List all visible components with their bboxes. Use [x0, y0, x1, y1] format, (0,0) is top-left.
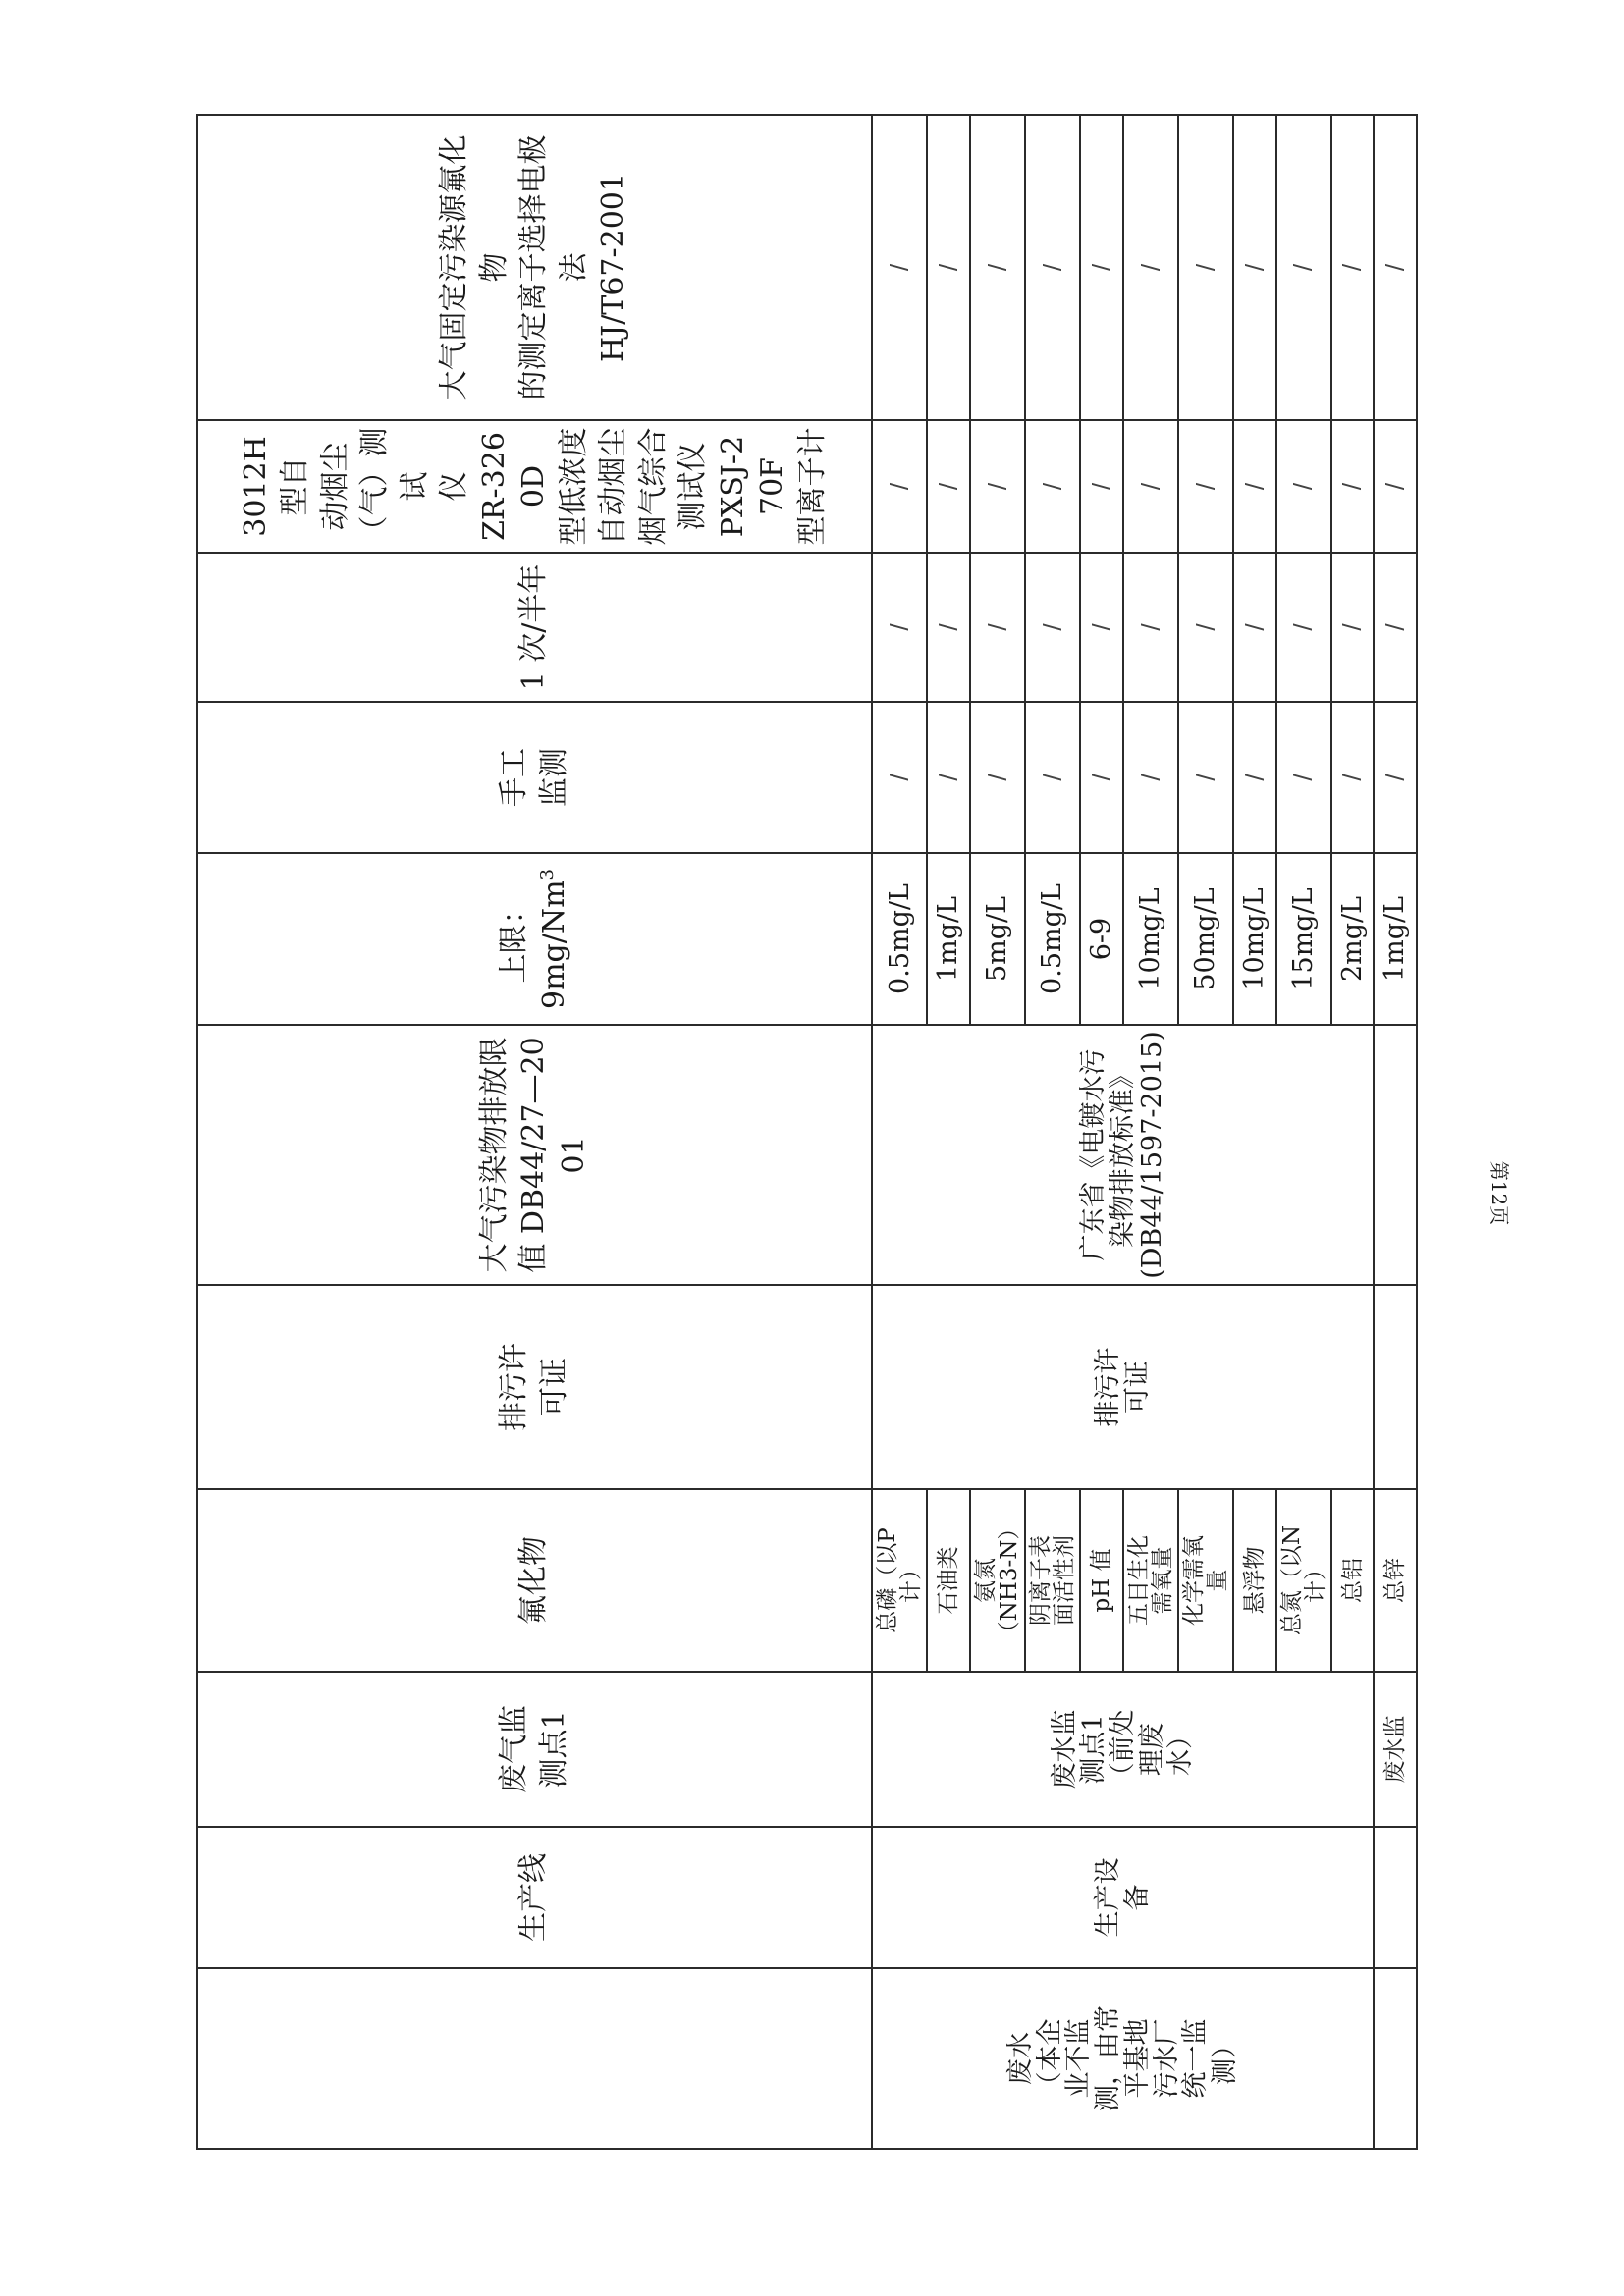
indicator-cell: 总铝 [1331, 1489, 1375, 1672]
page-number-text: 第12页 [1488, 1160, 1512, 1225]
method-cell: / [1178, 115, 1233, 420]
limit-cell: 6-9 [1080, 853, 1123, 1025]
indicator-cell: pH 值 [1080, 1489, 1123, 1672]
standard-cell: 大气污染物排放限 值 DB44/27—2001 [197, 1025, 872, 1285]
frequency-cell: / [1331, 553, 1375, 702]
instrument-cell: / [1178, 420, 1233, 553]
indicator-cell: 化学需氧 量 [1178, 1489, 1233, 1672]
frequency-cell: / [1123, 553, 1178, 702]
rotated-table-block [196, 116, 1418, 2150]
indicator-cell: 总氮（以N 计） [1276, 1489, 1331, 1672]
frequency-cell: 1 次/半年 [197, 553, 872, 702]
method-cell: / [927, 115, 970, 420]
mode-cell: / [927, 702, 970, 853]
indicator-cell: 总磷（以P 计） [872, 1489, 927, 1672]
mode-cell: / [1331, 702, 1375, 853]
monitoring-point-cell: 废气监 测点1 [197, 1672, 872, 1827]
limit-cell: 0.5mg/L [872, 853, 927, 1025]
water-standard-cell-empty [1374, 1025, 1417, 1285]
mode-cell: / [872, 702, 927, 853]
limit-label: 上限： [497, 894, 532, 984]
mode-cell: / [1276, 702, 1331, 853]
water-basis-cell-empty [1374, 1285, 1417, 1489]
limit-cell: 15mg/L [1276, 853, 1331, 1025]
frequency-cell: / [1178, 553, 1233, 702]
limit-value: 9mg/Nm [536, 880, 571, 1009]
water-basis-cell: 排污许 可证 [872, 1285, 1374, 1489]
frequency-cell: / [1374, 553, 1417, 702]
frequency-cell: / [1233, 553, 1276, 702]
limit-cell [197, 853, 872, 1025]
frequency-cell: / [1025, 553, 1080, 702]
limit-cell: 1mg/L [1374, 853, 1417, 1025]
page-number [1481, 1153, 1522, 1232]
method-cell: / [1233, 115, 1276, 420]
limit-cell: 2mg/L [1331, 853, 1375, 1025]
method-cell: / [1276, 115, 1331, 420]
monitoring-point-cell: 废水监 [1374, 1672, 1417, 1827]
indicator-cell: 五日生化 需氧量 [1123, 1489, 1178, 1672]
instrument-cell: / [1374, 420, 1417, 553]
water-object-cell-empty [1374, 1827, 1417, 1968]
mode-cell: / [1025, 702, 1080, 853]
indicator-cell: 氨氮 （NH3-N） [970, 1489, 1025, 1672]
mode-cell: / [1178, 702, 1233, 853]
frequency-cell: / [970, 553, 1025, 702]
water-category-cell: 废水 （本企 业不监 测，由常 平基地 污水厂 统一监 测） [872, 1968, 1374, 2149]
method-cell: / [1080, 115, 1123, 420]
category-cell [197, 1968, 872, 2149]
method-cell: 大气固定污染源氟化物 的测定离子选择电极法 HJ/T67-2001 [197, 115, 872, 420]
instrument-cell: / [1080, 420, 1123, 553]
method-cell: / [970, 115, 1025, 420]
monitored-object-cell: 生产线 [197, 1827, 872, 1968]
instrument-cell: / [927, 420, 970, 553]
water-row [872, 115, 927, 2149]
mode-cell: / [1233, 702, 1276, 853]
monitoring-table [196, 114, 1418, 2150]
limit-cell: 5mg/L [970, 853, 1025, 1025]
instrument-cell: / [872, 420, 927, 553]
indicator-cell: 阴离子表 面活性剂 [1025, 1489, 1080, 1672]
frequency-cell: / [1080, 553, 1123, 702]
mode-cell: / [1374, 702, 1417, 853]
limit-exponent: 3 [536, 869, 558, 881]
indicator-cell: 总锌 [1374, 1489, 1417, 1672]
water-point-cell: 废水监 测点1 （前处 理废 水） [872, 1672, 1374, 1827]
method-cell: / [1025, 115, 1080, 420]
water-category-cell-empty [1374, 1968, 1417, 2149]
method-cell: / [1123, 115, 1178, 420]
instrument-cell: / [1233, 420, 1276, 553]
instrument-cell: / [1331, 420, 1375, 553]
method-cell: / [1331, 115, 1375, 420]
mode-cell: / [1080, 702, 1123, 853]
instrument-cell: / [1025, 420, 1080, 553]
limit-cell: 10mg/L [1233, 853, 1276, 1025]
method-cell: / [1374, 115, 1417, 420]
indicator-cell: 石油类 [927, 1489, 970, 1672]
limit-cell: 0.5mg/L [1025, 853, 1080, 1025]
indicator-cell: 悬浮物 [1233, 1489, 1276, 1672]
indicator-cell: 氟化物 [197, 1489, 872, 1672]
limit-cell: 10mg/L [1123, 853, 1178, 1025]
frequency-cell: / [927, 553, 970, 702]
limit-cell: 50mg/L [1178, 853, 1233, 1025]
mode-cell: 手工 监测 [197, 702, 872, 853]
frequency-cell: / [872, 553, 927, 702]
instrument-cell: / [1276, 420, 1331, 553]
water-object-cell: 生产设 备 [872, 1827, 1374, 1968]
basis-cell: 排污许 可证 [197, 1285, 872, 1489]
instrument-cell: / [1123, 420, 1178, 553]
method-cell: / [872, 115, 927, 420]
mode-cell: / [1123, 702, 1178, 853]
frequency-cell: / [1276, 553, 1331, 702]
water-standard-cell: 广东省《电镀水污 染物排放标准》 (DB44/1597-2015) [872, 1025, 1374, 1285]
instrument-cell: 3012H 型自 动烟尘 （气）测试 仪 ZR-3260D 型低浓度 自动烟尘 烟气综合 测试仪 PXSJ-270F 型离子计 [197, 420, 872, 553]
mode-cell: / [970, 702, 1025, 853]
instrument-cell: / [970, 420, 1025, 553]
limit-cell: 1mg/L [927, 853, 970, 1025]
water-row [1374, 115, 1417, 2149]
air-monitoring-row [197, 115, 872, 2149]
